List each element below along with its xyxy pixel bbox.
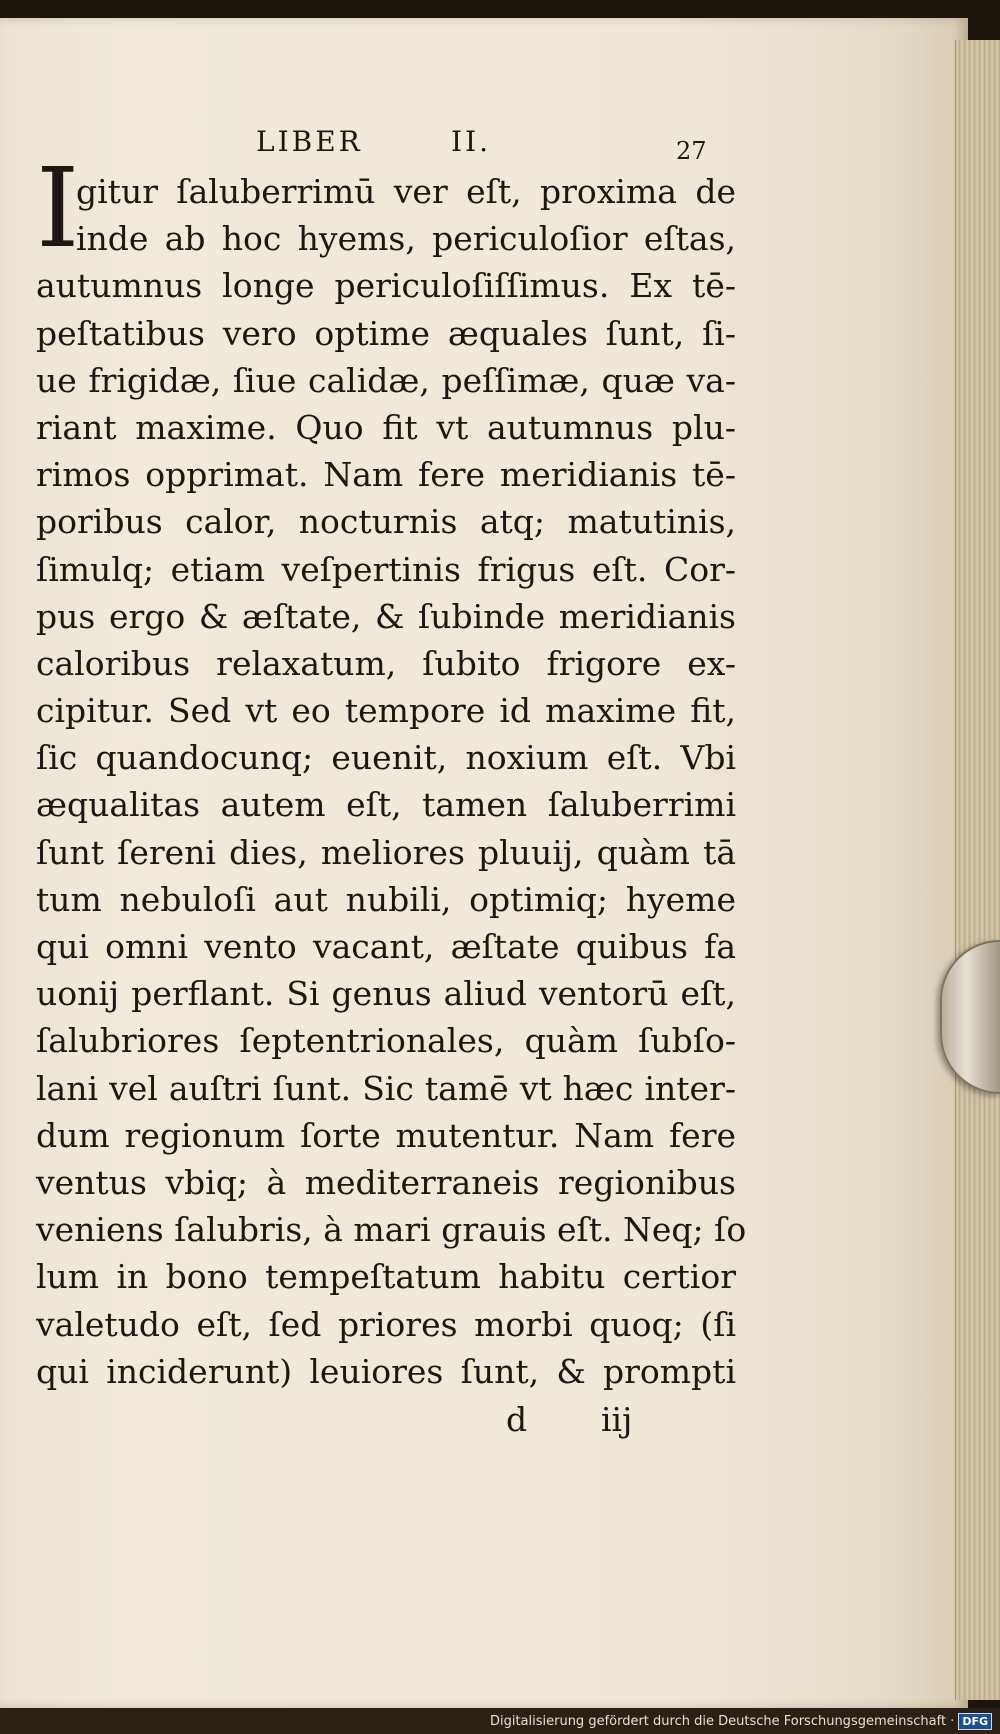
text-line: valetudo eſt, ſed priores morbi quoq; (ſi: [36, 1304, 736, 1344]
footer-credit: Digitalisierung gefördert durch die Deutsche Forschungsgemeinschaft ·: [489, 1714, 955, 1729]
text-line: pus ergo & æſtate, & ſubinde meridianis: [36, 596, 736, 636]
text-line: ſimulq; etiam veſpertinis frigus eſt. Cor-: [36, 549, 736, 589]
text-line: inde ab hoc hyems, periculoſior eſtas,: [76, 219, 736, 259]
signature-number: iij: [601, 1399, 633, 1439]
text-line: autumnus longe periculoſiſſimus. Ex tē-: [36, 266, 736, 306]
text-line: ventus vbiq; à mediterraneis regionibus: [36, 1162, 736, 1202]
text-line: ſalubriores ſeptentrionales, quàm ſubſo-: [36, 1021, 736, 1061]
text-line: dum regionum ſorte mutentur. Nam fere: [36, 1115, 736, 1155]
text-line: gitur ſaluberrimū ver eſt, proxima de: [76, 172, 736, 211]
text-line: cipitur. Sed vt eo tempore id maxime fit,: [36, 691, 736, 731]
text-line: ſic quandocunq; euenit, noxium eſt. Vbi: [36, 738, 736, 778]
digitization-footer: [490, 1713, 992, 1730]
running-head: [36, 123, 736, 168]
text-line: æqualitas autem eſt, tamen ſaluberrimi: [36, 785, 736, 825]
text-line: ue frigidæ, ſiue calidæ, peſſimæ, quæ va-: [36, 360, 736, 400]
page-edges: [955, 40, 1000, 1700]
folio-number: 27: [676, 137, 707, 165]
text-line: riant maxime. Quo fit vt autumnus plu-: [36, 407, 736, 447]
text-line: caloribus relaxatum, ſubito frigore ex-: [36, 643, 736, 683]
dfg-logo: DFG: [958, 1713, 992, 1730]
text-block: [36, 123, 747, 1445]
signature-letter: d: [506, 1399, 528, 1439]
text-line: lum in bono tempeſtatum habitu certior: [36, 1257, 736, 1297]
text-line: poribus calor, nocturnis atq; matutinis,: [36, 502, 736, 542]
text-line: rimos opprimat. Nam fere meridianis tē-: [36, 455, 736, 495]
drop-cap: I: [36, 144, 80, 272]
text-line: peſtatibus vero optime æquales ſunt, ſi-: [36, 313, 736, 353]
body-text: [36, 168, 747, 1395]
text-line: tum nebuloſi aut nubili, optimiq; hyeme: [36, 879, 736, 919]
running-head-title: LIBER: [256, 125, 363, 158]
text-line: uonij perflant. Si genus aliud ventorū eſt,: [36, 974, 736, 1014]
text-line: veniens ſalubris, à mari grauis eſt. Neq; ſo: [36, 1210, 747, 1250]
book-page: [0, 18, 968, 1708]
running-head-book-number: II.: [451, 125, 492, 158]
text-line: lani vel auſtri ſunt. Sic tamē vt hæc inter-: [36, 1068, 736, 1108]
text-line: qui inciderunt) leuiores ſunt, & prompti: [36, 1351, 736, 1391]
signature-mark: [36, 1395, 736, 1445]
text-line: ſunt ſereni dies, meliores pluuij, quàm tā: [36, 832, 736, 872]
text-line: qui omni vento vacant, æſtate quibus fa: [36, 927, 736, 966]
